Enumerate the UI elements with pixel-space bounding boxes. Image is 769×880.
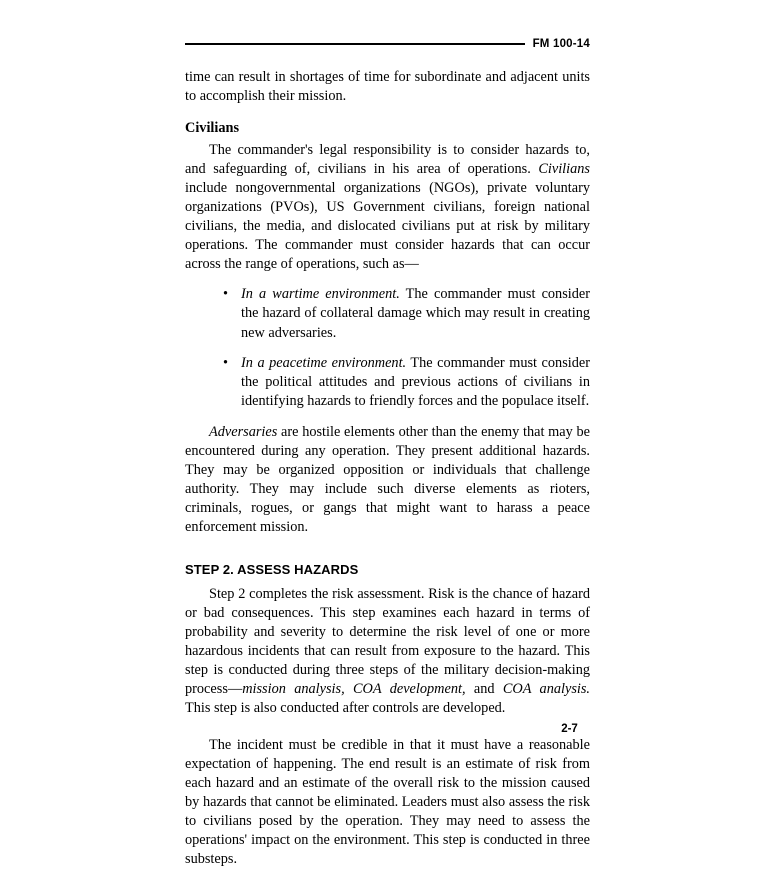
- bullet-text: The commander must consider the hazard of collateral damage which may result in creating new adversaries.: [241, 286, 590, 341]
- bullet-icon: •: [223, 354, 229, 371]
- adversaries-paragraph: [185, 423, 590, 537]
- step2-italic-1: mission analysis, COA development,: [242, 680, 466, 697]
- bullet-italic-lead: In a peacetime environment.: [241, 354, 407, 371]
- civilians-bullet-list: [185, 285, 590, 412]
- manual-id: FM 100-14: [532, 38, 590, 50]
- page-header: [185, 38, 590, 50]
- bullet-italic-lead: In a wartime environment.: [241, 286, 400, 302]
- civilians-text-2: include nongovernmental organizations (NGOs), private voluntary organizations (PVOs), US Government civilians, foreign national civilians, the media, and dislocated civilians put at risk by military operations. The commander must consider hazards that can occur across the range of operations, such as—: [185, 180, 590, 272]
- step2-heading: STEP 2. ASSESS HAZARDS: [185, 561, 359, 577]
- intro-paragraph: time can result in shortages of time for subordinate and adjacent units to accomplish their mission.: [185, 69, 590, 104]
- list-item: [223, 285, 590, 343]
- adversaries-text: are hostile elements other than the enemy that may be encountered during any operation. They present additional hazards. They may be organized opposition or individuals that challenge authority. They may include such diverse elements as rioters, criminals, rogues, or gangs that might want to harass a peace enforcement mission.: [185, 423, 590, 535]
- step2-italic-2: COA analysis.: [502, 680, 590, 697]
- step2-paragraph: [185, 585, 590, 718]
- page-footer: [0, 719, 769, 737]
- step2-text-1: Step 2 completes the risk assessment. Risk is the chance of hazard or bad consequences. This step examines each hazard in terms of probability and severity to determine the risk level of one or more hazardous incidents that can result from exposure to the hazard. This step is conducted during three steps of the military decision-making process—: [185, 585, 590, 697]
- list-item: [223, 354, 590, 412]
- page-content: [185, 68, 590, 880]
- adversaries-italic-term: Adversaries: [209, 423, 278, 440]
- header-rule: [185, 43, 525, 45]
- step2-text-2: and: [465, 680, 503, 697]
- civilians-heading: Civilians: [185, 120, 240, 136]
- civilians-text-1: The commander's legal responsibility is to consider hazards to, and safeguarding of, civilians in his area of operations.: [185, 142, 590, 177]
- incident-paragraph: The incident must be credible in that it must have a reasonable expectation of happening. The end result is an estimate of risk from each hazard and an estimate of the overall risk to the mission caused by hazards that cannot be eliminated. Leaders must also assess the risk to civilians posed by the operation. They may need to assess the operations' impact on the environment. This step is conducted in three substeps.: [185, 736, 590, 867]
- civilians-italic-term: Civilians: [538, 161, 590, 177]
- bullet-text: The commander must consider the political attitudes and previous actions of civilians in identifying hazards to friendly forces and the populace itself.: [241, 354, 590, 410]
- page-number: 2-7: [561, 723, 578, 735]
- step2-text-3: This step is also conducted after controls are developed.: [185, 699, 506, 716]
- civilians-paragraph: [185, 141, 590, 274]
- bullet-icon: •: [223, 286, 229, 302]
